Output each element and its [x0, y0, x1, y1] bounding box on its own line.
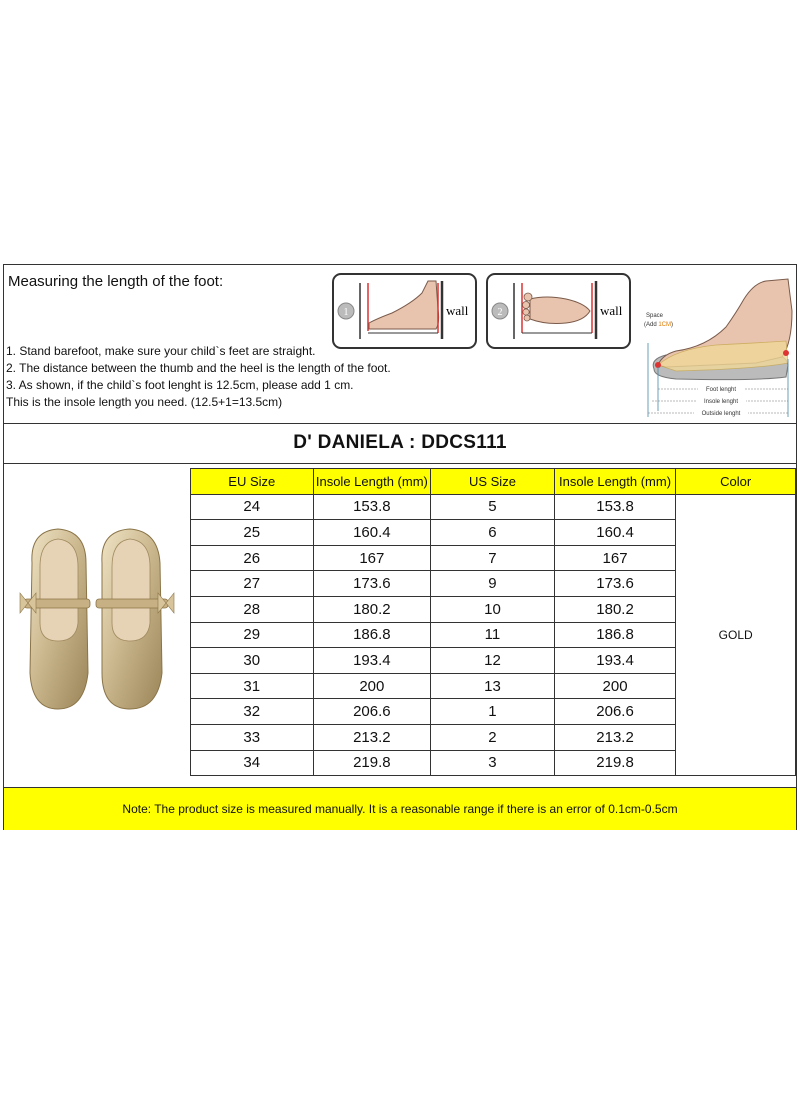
us-size-cell: 6 — [431, 520, 555, 546]
insole-length-cell-2: 167 — [554, 545, 676, 571]
insole-length-cell-2: 160.4 — [554, 520, 676, 546]
eu-size-cell: 28 — [191, 596, 314, 622]
eu-size-cell: 24 — [191, 494, 314, 520]
add-value: 1CM — [658, 322, 672, 328]
us-size-cell: 5 — [431, 494, 555, 520]
space-label: Space — [646, 313, 664, 319]
eu-size-cell: 30 — [191, 648, 314, 674]
us-size-cell: 9 — [431, 571, 555, 597]
eu-size-cell: 33 — [191, 724, 314, 750]
insole-length-cell-2: 173.6 — [554, 571, 676, 597]
us-size-cell: 12 — [431, 648, 555, 674]
insole-length-cell: 160.4 — [313, 520, 431, 546]
eu-size-cell: 27 — [191, 571, 314, 597]
size-table — [190, 468, 796, 776]
insole-length-cell: 206.6 — [313, 699, 431, 725]
insole-length-cell: 200 — [313, 673, 431, 699]
eu-size-cell: 34 — [191, 750, 314, 776]
measure-title: Measuring the length of the foot: — [8, 273, 224, 290]
add-label: (Add — [644, 322, 659, 328]
insole-length-cell: 219.8 — [313, 750, 431, 776]
header-us-size: US Size — [431, 469, 555, 495]
measuring-section — [4, 265, 796, 424]
product-title: D' DANIELA : DDCS111 — [4, 423, 796, 464]
insole-length-cell: 180.2 — [313, 596, 431, 622]
insole-length-cell: 173.6 — [313, 571, 431, 597]
diagram1-wall-label: wall — [446, 303, 469, 318]
us-size-cell: 13 — [431, 673, 555, 699]
product-photo — [18, 523, 178, 713]
header-eu-size: EU Size — [191, 469, 314, 495]
header-insole-length: Insole Length (mm) — [313, 469, 431, 495]
insole-length-label: Insole lenght — [703, 399, 739, 405]
size-chart — [3, 264, 797, 830]
insole-length-cell: 213.2 — [313, 724, 431, 750]
eu-size-cell: 31 — [191, 673, 314, 699]
eu-size-cell: 32 — [191, 699, 314, 725]
diagram2-wall-label: wall — [600, 303, 623, 318]
add-close: ) — [671, 322, 674, 328]
insole-length-cell-2: 186.8 — [554, 622, 676, 648]
table-row — [191, 494, 796, 520]
shoe-insole-diagram — [636, 271, 796, 421]
us-size-cell: 1 — [431, 699, 555, 725]
table-header-row — [191, 469, 796, 495]
foot-top-diagram — [486, 273, 631, 349]
foot-side-diagram — [332, 273, 477, 349]
header-color: Color — [676, 469, 796, 495]
step-1: 1. Stand barefoot, make sure your child`s feet are straight. — [6, 344, 316, 358]
eu-size-cell: 25 — [191, 520, 314, 546]
insole-length-cell-2: 200 — [554, 673, 676, 699]
eu-size-cell: 29 — [191, 622, 314, 648]
header-insole-length-2: Insole Length (mm) — [554, 469, 676, 495]
foot-length-label: Foot lenght — [705, 387, 737, 393]
insole-length-cell: 153.8 — [313, 494, 431, 520]
diagram1-number: 1 — [343, 307, 349, 318]
us-size-cell: 3 — [431, 750, 555, 776]
step-3: 3. As shown, if the child`s foot lenght is 12.5cm, please add 1 cm. — [6, 378, 354, 392]
color-cell: GOLD — [676, 494, 796, 776]
us-size-cell: 10 — [431, 596, 555, 622]
outside-length-label: Outside lenght — [701, 411, 741, 417]
note: Note: The product size is measured manually. It is a reasonable range if there is an error of 0.1cm-0.5cm — [4, 787, 796, 830]
insole-length-cell: 193.4 — [313, 648, 431, 674]
us-size-cell: 11 — [431, 622, 555, 648]
step-2: 2. The distance between the thumb and the heel is the length of the foot. — [6, 361, 391, 375]
insole-length-cell-2: 213.2 — [554, 724, 676, 750]
insole-length-cell-2: 180.2 — [554, 596, 676, 622]
us-size-cell: 7 — [431, 545, 555, 571]
insole-length-cell-2: 219.8 — [554, 750, 676, 776]
eu-size-cell: 26 — [191, 545, 314, 571]
insole-length-cell-2: 193.4 — [554, 648, 676, 674]
insole-length-cell: 167 — [313, 545, 431, 571]
insole-length-cell-2: 153.8 — [554, 494, 676, 520]
svg-text:(Add 1CM) — [644, 322, 673, 328]
step-4: This is the insole length you need. (12.5+1=13.5cm) — [6, 395, 283, 409]
diagram2-number: 2 — [497, 307, 503, 318]
insole-length-cell: 186.8 — [313, 622, 431, 648]
measuring-steps — [6, 343, 391, 411]
us-size-cell: 2 — [431, 724, 555, 750]
insole-length-cell-2: 206.6 — [554, 699, 676, 725]
